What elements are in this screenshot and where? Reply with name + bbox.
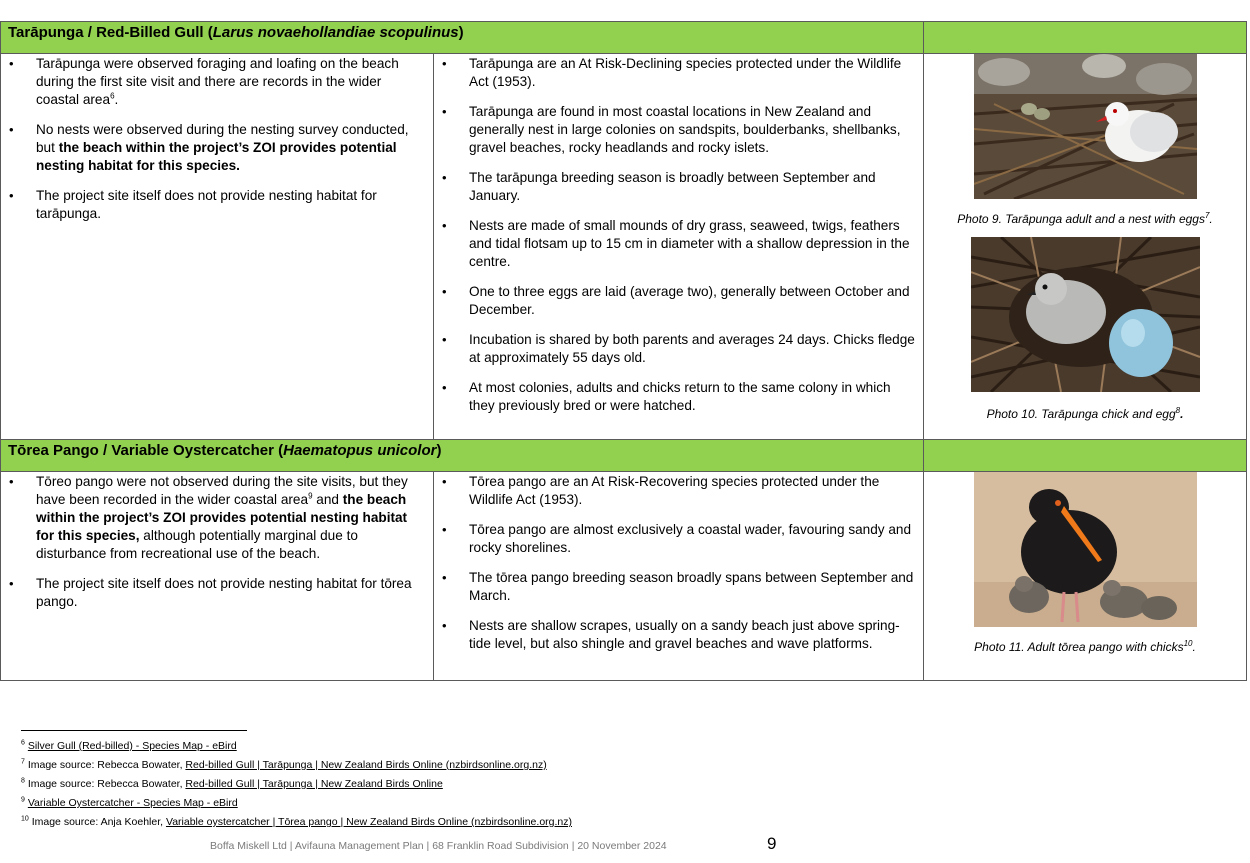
footnote-7-link[interactable]: Red-billed Gull | Tarāpunga | New Zealand Birds Online (nzbirdsonline.org.nz) [185,759,547,771]
oystercatcher-section-title: Tōrea Pango / Variable Oystercatcher (Haematopus unicolor) [1,440,924,472]
gull-adult-nest-photo [974,54,1197,199]
gull-fact-item: • One to three eggs are laid (average two), generally between October and December. [442,283,915,319]
gull-body-row [1,54,1247,440]
oystercatcher-observation-item: • The project site itself does not provide nesting habitat for tōrea pango. [9,575,425,611]
oystercatcher-facts-cell [434,472,924,681]
oystercatcher-fact-item: • The tōrea pango breeding season broadly spans between September and March. [442,569,915,605]
gull-chick-egg-photo [971,237,1200,392]
footnote-10-link[interactable]: Variable oystercatcher | Tōrea pango | New Zealand Birds Online (nzbirdsonline.org.nz) [165,816,572,828]
gull-fact-item: • The tarāpunga breeding season is broadly between September and January. [442,169,915,205]
page-number: 9 [767,834,777,853]
footnote-8: $^8$ Image source: Rebecca Bowater, Red-billed Gull | Tarāpunga | New Zealand Birds Online [21,777,443,790]
photo11-caption: Photo 11. Adult tōrea pango with chicks$^{10}$. [974,639,1196,654]
footnote-separator [21,730,247,731]
footnote-10: $^{10}$ Image source: Anja Koehler, Variable oystercatcher | Tōrea pango | New Zealand Birds Online (nzbirdsonline.org.nz) [21,815,572,828]
oystercatcher-chicks-photo [974,472,1197,627]
gull-fact-item: • Tarāpunga are found in most coastal locations in New Zealand and generally nest in large colonies on sandspits, boulderbanks, shellbanks, gravel beaches, rocky headlands and rocky islets. [442,103,915,157]
footnote-7: $^7$ Image source: Rebecca Bowater, Red-billed Gull | Tarāpunga | New Zealand Birds Online (nzbirdsonline.org.nz) [21,758,547,771]
footnotes [21,730,572,832]
gull-fact-item: • Nests are made of small mounds of dry grass, seaweed, twigs, feathers and tidal flotsam up to 15 cm in diameter with a shallow depression in the centre. [442,217,915,271]
footnote-6: $^6$ Silver Gull (Red-billed) - Species Map - eBird [21,739,237,752]
gull-section-title: Tarāpunga / Red-Billed Gull (Larus novaehollandiae scopulinus) [1,22,924,54]
page-footer: Boffa Miskell Ltd | Avifauna Management Plan | 68 Franklin Road Subdivision | 20 November 2024 [210,840,667,852]
gull-photos-cell [924,54,1247,440]
gull-facts-cell [434,54,924,440]
footnote-9: $^9$ Variable Oystercatcher - Species Map - eBird [21,796,238,809]
footnote-9-link[interactable]: Variable Oystercatcher - Species Map - eBird [27,797,238,809]
photo9-caption: Photo 9. Tarāpunga adult and a nest with eggs$^7$. [957,211,1213,226]
oystercatcher-observation-item: • Tōreo pango were not observed during the site visits, but they have been recorded in the wider coastal area$^9$ and the beach within the project’s ZOI provides potential nesting habitat for this species, although potentially marginal due to disturbance from recreational use of the beach. [9,473,425,563]
photo10-caption: Photo 10. Tarāpunga chick and egg$^8$. [986,406,1184,421]
oystercatcher-photo-cell [924,472,1247,681]
oystercatcher-header-row [1,440,1247,472]
gull-header-empty-cell [924,22,1247,54]
gull-header-row [1,22,1247,54]
gull-observation-item: • No nests were observed during the nesting survey conducted, but the beach within the project’s ZOI provides potential nesting habitat for this species. [9,121,425,175]
gull-fact-item: • Tarāpunga are an At Risk-Declining species protected under the Wildlife Act (1953). [442,55,915,91]
oystercatcher-fact-item: • Tōrea pango are an At Risk-Recovering species protected under the Wildlife Act (1953). [442,473,915,509]
gull-observations-cell [1,54,434,440]
gull-observation-item: • Tarāpunga were observed foraging and loafing on the beach during the first site visit and there are records in the wider coastal area$^6$. [9,55,425,109]
gull-fact-item: • At most colonies, adults and chicks return to the same colony in which they previously bred or were hatched. [442,379,915,415]
oystercatcher-fact-item: • Nests are shallow scrapes, usually on a sandy beach just above spring-tide level, but also shingle and gravel beaches and wave platforms. [442,617,915,653]
oystercatcher-fact-item: • Tōrea pango are almost exclusively a coastal wader, favouring sandy and rocky shorelines. [442,521,915,557]
oystercatcher-observations-cell [1,472,434,681]
species-table [0,21,1247,681]
footnote-8-link[interactable]: Red-billed Gull | Tarāpunga | New Zealand Birds Online [185,778,443,790]
gull-observation-item: • The project site itself does not provide nesting habitat for tarāpunga. [9,187,425,223]
gull-fact-item: • Incubation is shared by both parents and averages 24 days. Chicks fledge at approximately 55 days old. [442,331,915,367]
oystercatcher-body-row [1,472,1247,681]
oystercatcher-header-empty-cell [924,440,1247,472]
footnote-6-link[interactable]: Silver Gull (Red-billed) - Species Map - eBird [27,740,237,752]
